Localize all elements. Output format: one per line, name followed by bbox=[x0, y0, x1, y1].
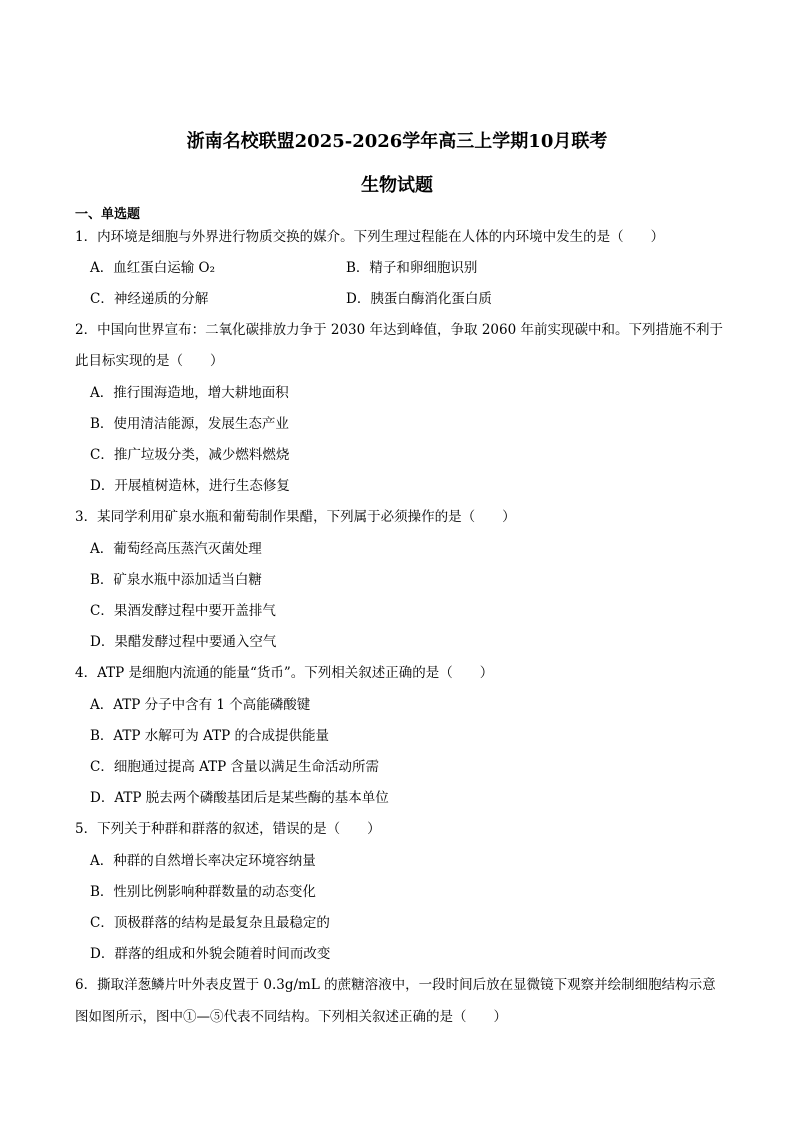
question-1-option-a: A．血红蛋白运输 O₂ bbox=[90, 260, 216, 276]
question-4-option-d: D．ATP 脱去两个磷酸基团后是某些酶的基本单位 bbox=[90, 790, 389, 806]
exam-subject: 生物试题 bbox=[361, 175, 433, 196]
question-5-option-a: A．种群的自然增长率决定环境容纳量 bbox=[90, 853, 316, 869]
question-1-option-b: B．精子和卵细胞识别 bbox=[346, 260, 478, 276]
question-4-option-c: C．细胞通过提高 ATP 含量以满足生命活动所需 bbox=[90, 759, 380, 775]
section-heading: 一、单选题 bbox=[75, 207, 141, 222]
question-3-stem: 3．某同学利用矿泉水瓶和葡萄制作果醋，下列属于必须操作的是（ ） bbox=[75, 509, 516, 525]
exam-title: 浙南名校联盟2025-2026学年高三上学期10月联考 bbox=[186, 131, 608, 152]
question-2-option-b: B．使用清洁能源，发展生态产业 bbox=[90, 416, 289, 432]
question-2-stem-line-2: 此目标实现的是（ ） bbox=[75, 353, 224, 369]
question-6-stem-line-1: 6．撕取洋葱鳞片叶外表皮置于 0.3g/mL 的蔗糖溶液中，一段时间后放在显微镜下观察并绘制细胞结构示意 bbox=[75, 977, 716, 993]
question-4-stem: 4．ATP 是细胞内流通的能量“货币”。下列相关叙述正确的是（ ） bbox=[75, 665, 494, 681]
question-3-option-d: D．果醋发酵过程中要通入空气 bbox=[90, 634, 277, 650]
question-2-option-c: C．推广垃圾分类，减少燃料燃烧 bbox=[90, 447, 290, 463]
question-5-option-c: C．顶极群落的结构是最复杂且最稳定的 bbox=[90, 915, 330, 931]
question-6-stem-line-2: 图如图所示，图中①—⑤代表不同结构。下列相关叙述正确的是（ ） bbox=[75, 1009, 507, 1025]
question-1-stem: 1．内环境是细胞与外界进行物质交换的媒介。下列生理过程能在人体的内环境中发生的是（ ） bbox=[75, 229, 665, 245]
question-4-option-a: A．ATP 分子中含有 1 个高能磷酸键 bbox=[90, 697, 311, 713]
question-5-option-b: B．性别比例影响种群数量的动态变化 bbox=[90, 884, 316, 900]
question-3-option-a: A．葡萄经高压蒸汽灭菌处理 bbox=[90, 541, 262, 557]
question-4-option-b: B．ATP 水解可为 ATP 的合成提供能量 bbox=[90, 728, 329, 744]
question-3-option-c: C．果酒发酵过程中要开盖排气 bbox=[90, 603, 276, 619]
question-5-stem: 5．下列关于种群和群落的叙述，错误的是（ ） bbox=[75, 821, 381, 837]
question-5-option-d: D．群落的组成和外貌会随着时间而改变 bbox=[90, 946, 331, 962]
question-2-stem-line-1: 2．中国向世界宣布：二氧化碳排放力争于 2030 年达到峰值，争取 2060 年前实现碳中和。下列措施不利于 bbox=[75, 322, 723, 338]
question-1-option-d: D．胰蛋白酶消化蛋白质 bbox=[346, 291, 492, 307]
question-3-option-b: B．矿泉水瓶中添加适当白糖 bbox=[90, 572, 262, 588]
question-1-option-c: C．神经递质的分解 bbox=[90, 291, 209, 307]
question-2-option-d: D．开展植树造林，进行生态修复 bbox=[90, 478, 290, 494]
question-2-option-a: A．推行围海造地，增大耕地面积 bbox=[90, 385, 289, 401]
